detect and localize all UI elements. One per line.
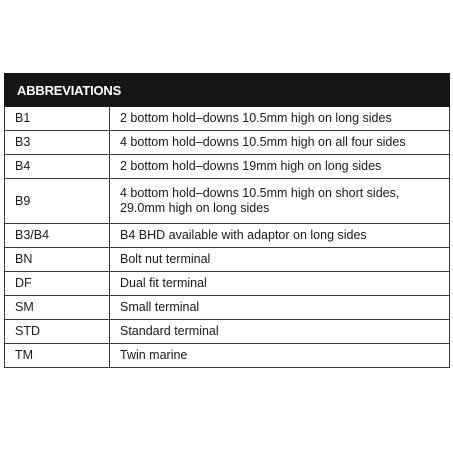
- abbreviation-description: Twin marine: [110, 344, 450, 368]
- abbreviation-code: B1: [5, 107, 110, 131]
- abbreviation-code: TM: [5, 344, 110, 368]
- abbreviation-description: Standard terminal: [110, 320, 450, 344]
- table-row: [5, 296, 450, 320]
- abbreviation-code: B3: [5, 131, 110, 155]
- table-row: [5, 344, 450, 368]
- table-row: [5, 155, 450, 179]
- abbreviation-code: B4: [5, 155, 110, 179]
- table-row: [5, 179, 450, 224]
- abbreviation-description: B4 BHD available with adaptor on long sides: [110, 224, 450, 248]
- table-row: [5, 107, 450, 131]
- abbreviation-code: DF: [5, 272, 110, 296]
- table-row: [5, 272, 450, 296]
- abbreviation-description: 4 bottom hold–downs 10.5mm high on all four sides: [110, 131, 450, 155]
- abbreviation-code: SM: [5, 296, 110, 320]
- abbreviation-code: B9: [5, 179, 110, 224]
- abbreviation-code: B3/B4: [5, 224, 110, 248]
- abbreviation-code: STD: [5, 320, 110, 344]
- abbreviation-description: 2 bottom hold–downs 10.5mm high on long sides: [110, 107, 450, 131]
- abbreviation-description: Small terminal: [110, 296, 450, 320]
- abbreviation-description: Bolt nut terminal: [110, 248, 450, 272]
- table-row: [5, 224, 450, 248]
- abbreviations-table: [4, 73, 450, 368]
- table-row: [5, 248, 450, 272]
- abbreviation-code: BN: [5, 248, 110, 272]
- abbreviation-description: 2 bottom hold–downs 19mm high on long sides: [110, 155, 450, 179]
- table-row: [5, 131, 450, 155]
- abbreviation-description: 4 bottom hold–downs 10.5mm high on short sides, 29.0mm high on long sides: [110, 179, 450, 224]
- table-row: [5, 320, 450, 344]
- table-header: ABBREVIATIONS: [5, 74, 450, 107]
- table-header-row: [5, 74, 450, 107]
- abbreviation-description: Dual fit terminal: [110, 272, 450, 296]
